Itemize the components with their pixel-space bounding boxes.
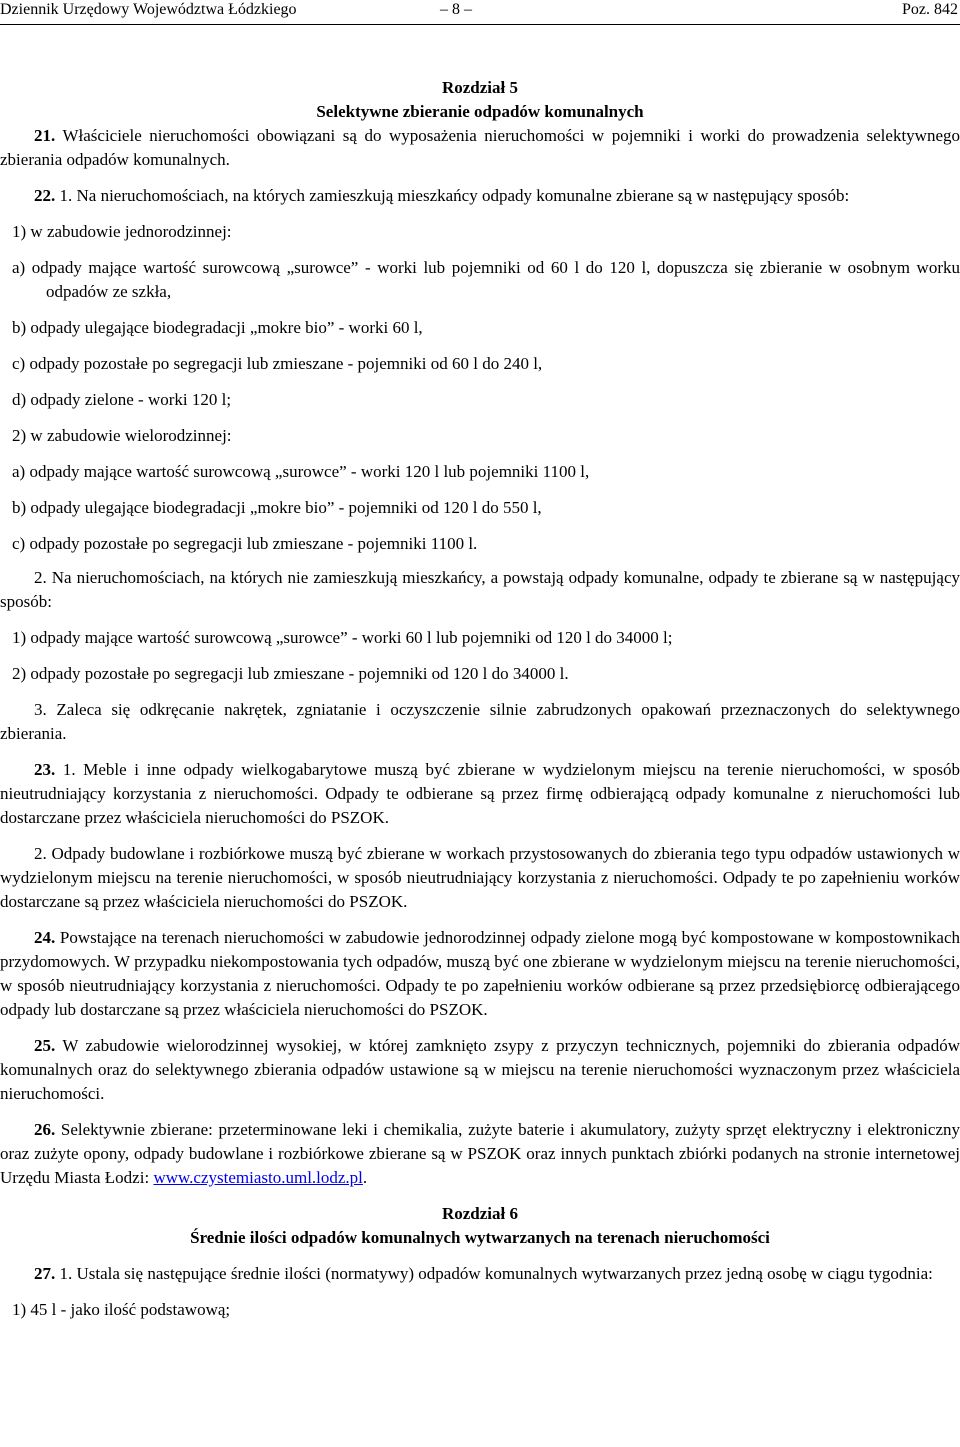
paragraph-22-1: 22. 1. Na nieruchomościach, na których zamieszkują mieszkańcy odpady komunalne zbierane są w następujący sposób: bbox=[34, 186, 850, 205]
chapter-6-title: Rozdział 6 bbox=[441, 1204, 519, 1223]
paragraph-23-2: 2. Odpady budowlane i rozbiórkowe muszą być zbierane w workach przystosowanych do zbierania tego typu odpadów ustawionych w wydzielonym miejscu na terenie nieruchomości, w sposób nieutrudniający korzystania z nieruchomości. Odpady te po zapełnieniu worków dostarczane są przez właściciela nieruchomości do PSZOK. bbox=[0, 844, 960, 911]
list-item: 1) w zabudowie jednorodzinnej: bbox=[12, 222, 232, 241]
section-number: 23. bbox=[34, 760, 56, 779]
paragraph-26: 26. Selektywnie zbierane: przeterminowane leki i chemikalia, zużyte baterie i akumulatory, zużyty sprzęt elektryczny i elektroniczny oraz zużyte opony, odpady budowlane i rozbiórkowe zbierane są w PSZOK oraz innych punktach zbiórki podanych na stronie internetowej Urzędu Miasta Łodzi: www.czystemiasto.uml.lodz.pl. bbox=[0, 1120, 960, 1187]
journal-title: Dziennik Urzędowy Województwa Łódzkiego bbox=[0, 1, 297, 18]
list-item: 2) w zabudowie wielorodzinnej: bbox=[12, 426, 232, 445]
paragraph-22-2: 2. Na nieruchomościach, na których nie zamieszkują mieszkańcy, a powstają odpady komunalne, odpady te zbierane są w następujący sposób: bbox=[0, 568, 960, 611]
list-item: 2) odpady pozostałe po segregacji lub zmieszane - pojemniki od 120 l do 34000 l. bbox=[12, 664, 569, 683]
chapter-5-title: Rozdział 5 bbox=[441, 78, 519, 97]
page-number: – 8 – bbox=[440, 1, 472, 18]
section-number: 24. bbox=[34, 928, 56, 947]
chapter-5-subtitle: Selektywne zbieranie odpadów komunalnych bbox=[316, 102, 644, 121]
paragraph-23-1: 23. 1. Meble i inne odpady wielkogabarytowe muszą być zbierane w wydzielonym miejscu na terenie nieruchomości, w sposób nieutrudniający korzystania z nieruchomości. Odpady te odbierane są przez firmę odbierającą odpady komunalne z nieruchomości lub dostarczane przez właściciela nieruchomości do PSZOK. bbox=[0, 760, 960, 827]
list-item: c) odpady pozostałe po segregacji lub zmieszane - pojemniki od 60 l do 240 l, bbox=[12, 354, 543, 373]
section-number: 26. bbox=[34, 1120, 56, 1139]
position-number: Poz. 842 bbox=[902, 1, 958, 18]
city-website-link[interactable]: www.czystemiasto.uml.lodz.pl bbox=[153, 1168, 363, 1187]
header-rule bbox=[0, 24, 960, 25]
list-item: 1) odpady mające wartość surowcową „surowce” - worki 60 l lub pojemniki od 120 l do 34000 l; bbox=[12, 628, 673, 647]
paragraph-21: 21. Właściciele nieruchomości obowiązani są do wyposażenia nieruchomości w pojemniki i worki do prowadzenia selektywnego zbierania odpadów komunalnych. bbox=[0, 126, 960, 169]
list-item: b) odpady ulegające biodegradacji „mokre bio” - pojemniki od 120 l do 550 l, bbox=[12, 498, 542, 517]
document-body bbox=[0, 76, 960, 1322]
list-item: a) odpady mające wartość surowcową „surowce” - worki 120 l lub pojemniki 1100 l, bbox=[12, 462, 590, 481]
page-header bbox=[0, 0, 960, 20]
section-number: 25. bbox=[34, 1036, 56, 1055]
section-number: 21. bbox=[34, 126, 56, 145]
section-number: 22. bbox=[34, 186, 56, 205]
paragraph-24: 24. Powstające na terenach nieruchomości w zabudowie jednorodzinnej odpady zielone mogą być kompostowane w kompostownikach przydomowych. W przypadku niekompostowania tych odpadów, muszą być one zbierane w wydzielonym miejscu na terenie nieruchomości, w sposób nieutrudniający korzystania z nieruchomości. Odpady te po zapełnieniu worków odbierane są przez przedsiębiorcę odbierającego odpady lub dostarczane są przez właściciela nieruchomości do PSZOK. bbox=[0, 928, 960, 1019]
paragraph-27-1: 27. 1. Ustala się następujące średnie ilości (normatywy) odpadów komunalnych wytwarzanych przez jedną osobę w ciągu tygodnia: bbox=[34, 1264, 933, 1283]
chapter-6-subtitle: Średnie ilości odpadów komunalnych wytwarzanych na terenach nieruchomości bbox=[190, 1228, 770, 1247]
list-item: a) odpady mające wartość surowcową „surowce” - worki lub pojemniki od 60 l do 120 l, dopuszcza się zbieranie w osobnym worku odpadów ze szkła, bbox=[12, 258, 960, 301]
paragraph-25: 25. W zabudowie wielorodzinnej wysokiej, w której zamknięto zsypy z przyczyn technicznych, pojemniki do zbierania odpadów komunalnych oraz do selektywnego zbierania odpadów ustawione są w miejscu na terenie nieruchomości wyznaczonym przez właściciela nieruchomości. bbox=[0, 1036, 960, 1103]
paragraph-22-3: 3. Zaleca się odkręcanie nakrętek, zgniatanie i oczyszczenie silnie zabrudzonych opakowań przeznaczonych do selektywnego zbierania. bbox=[0, 700, 960, 743]
list-item: c) odpady pozostałe po segregacji lub zmieszane - pojemniki 1100 l. bbox=[12, 534, 478, 553]
list-item: d) odpady zielone - worki 120 l; bbox=[12, 390, 232, 409]
list-item: 1) 45 l - jako ilość podstawową; bbox=[12, 1300, 231, 1319]
list-item: b) odpady ulegające biodegradacji „mokre bio” - worki 60 l, bbox=[12, 318, 423, 337]
section-number: 27. bbox=[34, 1264, 56, 1283]
